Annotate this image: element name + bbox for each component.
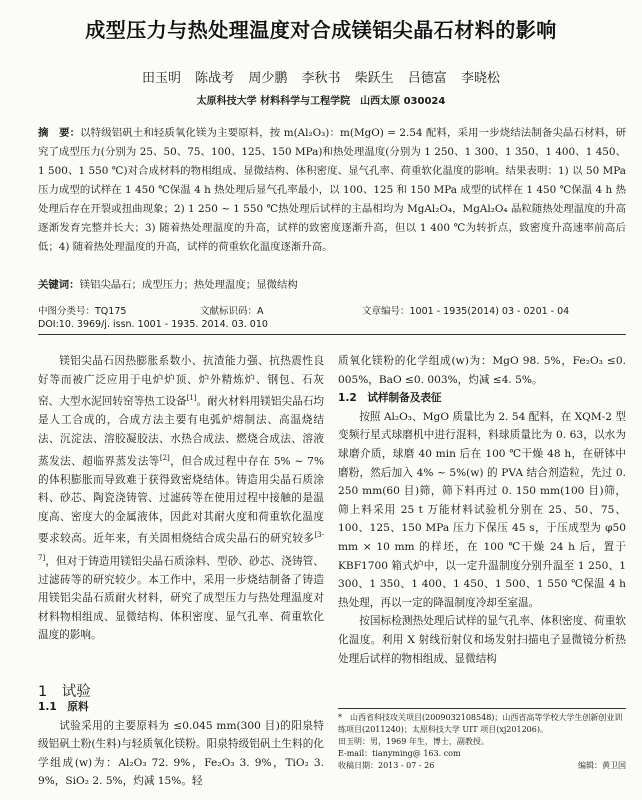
author-bio: 田玉明：男，1969 年生，博士，副教授。 xyxy=(338,737,489,746)
left-column xyxy=(38,352,324,645)
funding-note: * 山西省科技攻关项目(2009032108548)；山西省高等学校大学生创新创业训练项目(2011240)；太原科技大学 UIT 项目(xj201206)。 xyxy=(338,713,623,734)
subsection-heading: 1.1 原料 xyxy=(38,701,89,713)
received-date: 收稿日期：2013 - 07 - 26 编辑：黄卫国 xyxy=(338,761,626,770)
author: 周少鹏 xyxy=(248,71,288,86)
preparation-paragraph: 按照 Al₂O₃、MgO 质量比为 2. 54 配料，在 XQM-2 型变频行星式球磨机中进行混料，料球质量比为 0. 63，以水为球磨介质，球磨 40 min 后在 100 ℃干燥 48 h，在研钵中磨粉，然后加入 4% ~ 5%(w) 的 PVA 结合剂造粒，先过 0. 250 mm(60 目)筛，筛下料再过 0. 150 mm(100 目)筛，筛上料采用 25 t 万能材料试验机分别在 25、50、75、100、125、150 MPa 压力下保压 45 s，于压成型为 φ50 mm × 10 mm 的样坯，在 100 ℃干燥 24 h 后，置于 KBF1700 箱式炉中，以一定升温制度分别升温至 1 250、1 300、1 350、1 400、1 450、1 500、1 550 ℃保温 4 h 热处理，再以一定的降温制度冷却至室温。 xyxy=(338,410,626,609)
editor: 编辑：黄卫国 xyxy=(578,761,626,770)
affiliation: 太原科技大学 材料科学与工程学院 山西太原 030024 xyxy=(196,96,446,107)
footnote xyxy=(338,712,626,772)
author: 李秋书 xyxy=(301,71,341,86)
abstract xyxy=(38,124,626,257)
keywords-text: 镁铝尖晶石；成型压力；热处理温度；显微结构 xyxy=(79,279,298,291)
keywords-label: 关键词： xyxy=(38,279,80,291)
left-column-bottom xyxy=(38,698,324,791)
testing-paragraph: 按国标检测热处理后试样的显气孔率、体积密度、荷重软化温度。利用 X 射线衍射仪和场发射扫描电子显微镜分析热处理后试样的物相组成、显微结构 xyxy=(338,615,626,665)
keywords xyxy=(38,277,626,293)
doi: DOI:10. 3969/j. issn. 1001 - 1935. 2014. 03. 010 xyxy=(38,319,268,330)
abstract-label: 摘 要： xyxy=(38,127,81,139)
article-number: 文章编号：1001 - 1935(2014) 03 - 0201 - 04 xyxy=(362,306,570,317)
subsection-heading: 1.2 试样制备及表征 xyxy=(338,392,442,405)
author: 陈战考 xyxy=(195,71,235,86)
author-list xyxy=(0,67,642,86)
author: 田玉明 xyxy=(142,71,182,86)
footnote-divider xyxy=(338,708,626,709)
raw-material-continued: 质氧化镁粉的化学组成(w)为：MgO 98. 5%，Fe₂O₃ ≤0. 005%，BaO ≤0. 003%，灼减 ≤4. 5%。 xyxy=(338,355,626,386)
right-column xyxy=(338,352,626,668)
intro-paragraph: 镁铝尖晶石因热膨胀系数小、抗渣能力强、抗热震性良好等而被广泛应用于电炉炉顶、炉外精炼炉、钢包、石灰窑、大型水泥回转窑等热工设备[1]。耐火材料用镁铝尖晶石均是人工合成的，合成方法主要有电弧炉熔制法、高温烧结法、沉淀法、溶胶凝胶法、水热合成法、燃烧合成法、溶液蒸发法、超临界蒸发法等[2]，但合成过程中存在 5% ~ 7% 的体积膨胀而导致难于获得致密烧结体。铸造用尖晶石质涂料、砂芯、陶瓷浇铸管、过滤砖等在使用过程中接触的是温度高、密度大的金属液体，因此对其耐火度和荷重软化温度要求较高。近年来，有关固相烧结合成尖晶石的研究较多[3-7]，但对于铸造用镁铝尖晶石质涂料、型砂、砂芯、浇铸管、过滤砖等的研究较少。本工作中，采用一步烧结制备了铸造用镁铝尖晶石质耐火材料，研究了成型压力与热处理温度对材料物相组成、显微结构、体积密度、显气孔率、荷重软化温度的影响。 xyxy=(38,355,325,642)
paper-title: 成型压力与热处理温度对合成镁铝尖晶石材料的影响 xyxy=(85,18,557,42)
abstract-text: 以特级铝矾土和轻质氧化镁为主要原料，按 m(Al₂O₃)：m(MgO) = 2.54 配料，采用一步烧结法制备尖晶石材料，研究了成型压力(分别为 25、50、75、100、125、150 MPa)和热处理温度(分别为 1 250、1 300、1 350、1 400、1 450、1 500、1 550 ℃)对合成材料的物相组成、显微结构、体积密度、显气孔率、荷重软化温度的影响。结果表明：1) 以 50 MPa 压力成型的试样在 1 450 ℃保温 4 h 热处理后显气孔率最小，以 100、125 和 150 MPa 成型的试样在 1 450 ℃保温 4 h 热处理后存在开裂或扭曲现象；2) 1 250 ~ 1 550 ℃热处理后试样的主晶相均为 MgAl₂O₄，MgAl₂O₄ 晶粒随热处理温度的升高逐渐发育完整并长大；3) 随着热处理温度的升高，试样的致密度逐渐升高，但以 1 400 ℃为转折点，致密度升高速率前高后低；4) 随着热处理温度的升高，试样的荷重软化温度逐渐升高。 xyxy=(38,127,626,253)
section-heading: 1 试验 xyxy=(38,684,91,700)
author: 柴跃生 xyxy=(354,71,394,86)
author: 李晓松 xyxy=(460,71,500,86)
raw-material-paragraph: 试验采用的主要原料为 ≤0.045 mm(300 目)的阳泉特级铝矾土粉(生料)与轻质氧化镁粉。阳泉特级铝矾土生料的化学组成(w)为：Al₂O₃ 72. 9%，Fe₂O₃ 3. 9%，TiO₂ 3. 9%，SiO₂ 2. 5%，灼减 15%。轻 xyxy=(38,719,324,788)
header-divider xyxy=(38,334,626,335)
document-code: 文献标识码：A xyxy=(200,306,264,317)
author: 吕德富 xyxy=(407,71,447,86)
clc-number: 中图分类号：TQ175 xyxy=(38,306,127,317)
author-email: E-mail：tianyming@ 163. com xyxy=(338,749,461,758)
